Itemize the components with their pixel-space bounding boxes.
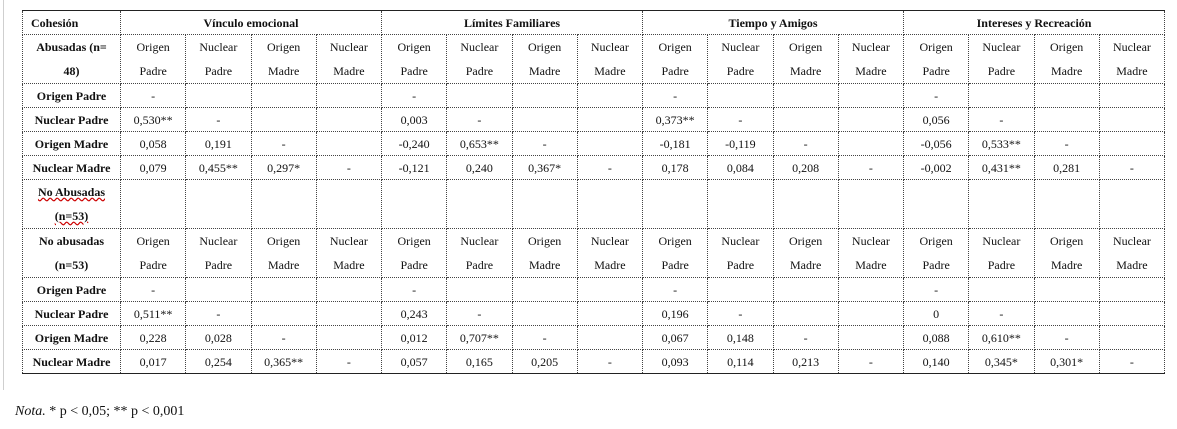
empty-cell xyxy=(316,180,381,229)
table-cell: - xyxy=(447,108,512,132)
group-header: Intereses y Recreación xyxy=(904,11,1165,35)
column-header xyxy=(904,35,969,84)
table-cell: - xyxy=(251,326,316,350)
column-header-line: Madre xyxy=(855,258,887,272)
table-cell: 0,093 xyxy=(643,350,708,374)
row-label: Nuclear Madre xyxy=(23,350,121,374)
column-header-line: Madre xyxy=(1116,64,1148,78)
column-header xyxy=(577,229,642,278)
table-cell xyxy=(316,278,381,302)
column-header-line: Origen xyxy=(1049,40,1084,54)
row-label: Nuclear Madre xyxy=(23,156,121,180)
column-header xyxy=(773,229,838,278)
group-header: Tiempo y Amigos xyxy=(643,11,904,35)
column-header-line: Nuclear xyxy=(199,234,238,248)
table-cell: 0,345* xyxy=(969,350,1034,374)
empty-cell xyxy=(969,180,1034,229)
table-cell: - xyxy=(121,278,186,302)
column-header xyxy=(577,35,642,84)
column-header-line: Origen xyxy=(527,234,562,248)
table-cell: -0,119 xyxy=(708,132,773,156)
column-header xyxy=(1099,229,1164,278)
table-cell: -0,181 xyxy=(643,132,708,156)
table-cell: - xyxy=(316,350,381,374)
table-cell xyxy=(773,302,838,326)
column-header xyxy=(904,229,969,278)
empty-cell xyxy=(1099,180,1164,229)
column-header-line: Padre xyxy=(465,258,494,272)
table-cell xyxy=(316,108,381,132)
row-label: Nuclear Padre xyxy=(23,108,121,132)
table-cell xyxy=(708,278,773,302)
table-cell: 0,297* xyxy=(251,156,316,180)
empty-cell xyxy=(382,180,447,229)
table-cell: 0,455** xyxy=(186,156,251,180)
table-cell: 0,208 xyxy=(773,156,838,180)
table-cell: 0,067 xyxy=(643,326,708,350)
table-cell: 0,012 xyxy=(382,326,447,350)
table-cell xyxy=(838,302,903,326)
table-cell xyxy=(251,278,316,302)
corner-label: Cohesión xyxy=(23,11,121,35)
column-header-line: Padre xyxy=(987,64,1016,78)
column-header-line: Origen xyxy=(527,40,562,54)
column-header-line: Nuclear xyxy=(590,40,629,54)
column-header-line: Origen xyxy=(658,40,692,54)
column-header-line: Madre xyxy=(855,64,887,78)
no-abused-section-label xyxy=(23,180,121,229)
table-cell xyxy=(1099,132,1164,156)
table-cell: - xyxy=(382,278,447,302)
table-cell: 0,301* xyxy=(1034,350,1099,374)
correlation-table xyxy=(22,10,1165,374)
column-header-line: Padre xyxy=(726,258,755,272)
table-cell: 0,228 xyxy=(121,326,186,350)
table-cell: 0,057 xyxy=(382,350,447,374)
column-header xyxy=(643,35,708,84)
table-cell xyxy=(512,108,577,132)
column-header-line: Madre xyxy=(528,64,561,78)
table-cell: 0,213 xyxy=(773,350,838,374)
table-note xyxy=(15,404,184,420)
table-cell xyxy=(447,84,512,108)
table-cell xyxy=(186,84,251,108)
table-cell xyxy=(251,84,316,108)
column-header-line: Madre xyxy=(267,64,300,78)
table-cell xyxy=(1099,108,1164,132)
empty-cell xyxy=(708,180,773,229)
empty-cell xyxy=(447,180,512,229)
table-cell xyxy=(708,84,773,108)
column-header xyxy=(969,35,1034,84)
column-header xyxy=(1099,35,1164,84)
column-header xyxy=(186,229,251,278)
column-header-line: Madre xyxy=(1050,64,1083,78)
empty-cell xyxy=(1034,180,1099,229)
table-cell: - xyxy=(447,302,512,326)
table-cell xyxy=(773,108,838,132)
table-cell xyxy=(512,84,577,108)
column-header xyxy=(121,229,186,278)
table-cell xyxy=(838,108,903,132)
table-cell xyxy=(838,326,903,350)
table-cell: 0,610** xyxy=(969,326,1034,350)
column-header xyxy=(121,35,186,84)
table-cell: - xyxy=(1099,156,1164,180)
column-header xyxy=(512,229,577,278)
table-cell: 0,178 xyxy=(643,156,708,180)
column-header xyxy=(838,229,903,278)
table-cell xyxy=(316,302,381,326)
column-header-line: Nuclear xyxy=(851,40,890,54)
table-cell: - xyxy=(382,84,447,108)
table-cell: 0,084 xyxy=(708,156,773,180)
frame-border xyxy=(3,0,4,390)
table-cell xyxy=(577,84,642,108)
no-abused-section-line-0: No Abusadas xyxy=(37,185,106,199)
table-cell: 0,367* xyxy=(512,156,577,180)
column-header-line: Padre xyxy=(204,258,233,272)
column-header-line: Madre xyxy=(1050,258,1083,272)
column-header xyxy=(382,35,447,84)
table-cell: 0,205 xyxy=(512,350,577,374)
table-cell: - xyxy=(186,302,251,326)
table-cell: -0,056 xyxy=(904,132,969,156)
table-cell xyxy=(512,278,577,302)
table-cell xyxy=(577,132,642,156)
table-cell: - xyxy=(773,326,838,350)
column-header-line: Nuclear xyxy=(199,40,238,54)
column-header-line: Nuclear xyxy=(721,40,760,54)
column-header-line: Nuclear xyxy=(460,234,499,248)
column-header-line: Padre xyxy=(465,64,494,78)
table-cell: - xyxy=(969,108,1034,132)
table-cell xyxy=(186,278,251,302)
table-cell: - xyxy=(773,132,838,156)
table-cell xyxy=(1034,108,1099,132)
column-header xyxy=(447,35,512,84)
table-cell: - xyxy=(838,350,903,374)
table-cell: 0,196 xyxy=(643,302,708,326)
table-cell xyxy=(577,326,642,350)
table-cell xyxy=(838,84,903,108)
table-cell: - xyxy=(904,278,969,302)
no-abused-group-label xyxy=(23,229,121,278)
no-abused-group-label-line-0: No abusadas xyxy=(38,234,105,248)
table-cell: - xyxy=(643,278,708,302)
table-cell xyxy=(1099,84,1164,108)
table-cell: 0,373** xyxy=(643,108,708,132)
table-cell: 0,281 xyxy=(1034,156,1099,180)
table-cell: 0,254 xyxy=(186,350,251,374)
column-header-line: Padre xyxy=(661,258,689,272)
table-cell: 0,058 xyxy=(121,132,186,156)
column-header-line: Padre xyxy=(922,64,950,78)
table-cell: - xyxy=(708,108,773,132)
table-cell: - xyxy=(577,156,642,180)
table-cell: - xyxy=(186,108,251,132)
table-cell: -0,240 xyxy=(382,132,447,156)
column-header-line: Origen xyxy=(136,234,170,248)
note-text: * p < 0,05; ** p < 0,001 xyxy=(45,404,185,419)
column-header xyxy=(1034,229,1099,278)
empty-cell xyxy=(838,180,903,229)
table-cell: - xyxy=(251,132,316,156)
table-cell: 0,431** xyxy=(969,156,1034,180)
table-cell xyxy=(577,108,642,132)
column-header xyxy=(773,35,838,84)
table-cell: - xyxy=(1034,326,1099,350)
column-header-line: Nuclear xyxy=(982,234,1021,248)
table-cell: - xyxy=(708,302,773,326)
row-label: Origen Madre xyxy=(23,326,121,350)
column-header-line: Origen xyxy=(788,40,823,54)
note-label: Nota. xyxy=(15,404,46,419)
column-header-line: Padre xyxy=(139,64,167,78)
column-header-line: Origen xyxy=(788,234,823,248)
table-cell xyxy=(1099,278,1164,302)
column-header-line: Origen xyxy=(919,40,953,54)
table-cell: 0,003 xyxy=(382,108,447,132)
column-header-line: Padre xyxy=(922,258,950,272)
empty-cell xyxy=(121,180,186,229)
table-cell: 0,533** xyxy=(969,132,1034,156)
table-cell xyxy=(1034,84,1099,108)
column-header xyxy=(447,229,512,278)
empty-cell xyxy=(251,180,316,229)
column-header-line: Padre xyxy=(400,64,428,78)
column-header xyxy=(251,35,316,84)
table-cell xyxy=(969,278,1034,302)
column-header-line: Nuclear xyxy=(1112,40,1151,54)
table-cell: 0,028 xyxy=(186,326,251,350)
column-header-line: Nuclear xyxy=(329,40,368,54)
row-label: Origen Padre xyxy=(23,278,121,302)
empty-cell xyxy=(512,180,577,229)
abused-group-label-line-1: 48) xyxy=(63,64,80,78)
table-cell xyxy=(1099,302,1164,326)
table-cell: 0,653** xyxy=(447,132,512,156)
column-header xyxy=(186,35,251,84)
column-header xyxy=(708,229,773,278)
row-label: Origen Padre xyxy=(23,84,121,108)
table-cell xyxy=(447,278,512,302)
column-header-line: Nuclear xyxy=(590,234,629,248)
column-header-line: Nuclear xyxy=(721,234,760,248)
column-header-line: Nuclear xyxy=(1112,234,1151,248)
column-header-line: Padre xyxy=(987,258,1016,272)
column-header-line: Padre xyxy=(400,258,428,272)
column-header-line: Nuclear xyxy=(460,40,499,54)
abused-group-label-line-0: Abusadas (n= xyxy=(36,40,107,54)
table-cell: - xyxy=(512,326,577,350)
column-header-line: Padre xyxy=(139,258,167,272)
column-header-line: Padre xyxy=(726,64,755,78)
table-cell: - xyxy=(577,350,642,374)
table-cell: - xyxy=(121,84,186,108)
table-cell: 0,707** xyxy=(447,326,512,350)
table-cell xyxy=(1099,326,1164,350)
column-header-line: Origen xyxy=(266,234,301,248)
empty-cell xyxy=(904,180,969,229)
table-cell: - xyxy=(512,132,577,156)
column-header-line: Madre xyxy=(594,64,626,78)
table-cell: 0,056 xyxy=(904,108,969,132)
column-header-line: Nuclear xyxy=(851,234,890,248)
column-header xyxy=(838,35,903,84)
table-cell: 0,191 xyxy=(186,132,251,156)
table-cell xyxy=(1034,278,1099,302)
table-cell: 0,165 xyxy=(447,350,512,374)
table-cell: 0,240 xyxy=(447,156,512,180)
table-cell: 0,088 xyxy=(904,326,969,350)
table-cell: 0,243 xyxy=(382,302,447,326)
table-cell: -0,121 xyxy=(382,156,447,180)
table-cell: - xyxy=(969,302,1034,326)
abused-group-label xyxy=(23,35,121,84)
table-cell xyxy=(773,84,838,108)
table-cell xyxy=(969,84,1034,108)
table-cell xyxy=(838,132,903,156)
table-cell xyxy=(1034,302,1099,326)
table-cell xyxy=(251,108,316,132)
column-header xyxy=(316,229,381,278)
table-cell: 0 xyxy=(904,302,969,326)
table-cell xyxy=(773,278,838,302)
column-header xyxy=(969,229,1034,278)
table-cell xyxy=(577,278,642,302)
column-header-line: Madre xyxy=(594,258,626,272)
table-cell: 0,365** xyxy=(251,350,316,374)
column-header-line: Padre xyxy=(204,64,233,78)
column-header-line: Origen xyxy=(1049,234,1084,248)
group-header: Límites Familiares xyxy=(382,11,643,35)
table-cell: - xyxy=(904,84,969,108)
column-header-line: Nuclear xyxy=(982,40,1021,54)
column-header-line: Madre xyxy=(333,64,365,78)
table-cell: 0,148 xyxy=(708,326,773,350)
empty-cell xyxy=(773,180,838,229)
no-abused-section-line-1: (n=53) xyxy=(54,209,89,223)
column-header-line: Madre xyxy=(789,258,822,272)
column-header-line: Nuclear xyxy=(329,234,368,248)
empty-cell xyxy=(186,180,251,229)
column-header-line: Origen xyxy=(919,234,953,248)
column-header-line: Madre xyxy=(267,258,300,272)
row-label: Origen Madre xyxy=(23,132,121,156)
empty-cell xyxy=(577,180,642,229)
column-header-line: Origen xyxy=(658,234,692,248)
table-cell: 0,079 xyxy=(121,156,186,180)
column-header-line: Madre xyxy=(333,258,365,272)
table-cell xyxy=(316,326,381,350)
table-cell: 0,140 xyxy=(904,350,969,374)
table-cell xyxy=(251,302,316,326)
table-cell: 0,114 xyxy=(708,350,773,374)
column-header-line: Origen xyxy=(397,40,431,54)
column-header-line: Madre xyxy=(1116,258,1148,272)
column-header-line: Origen xyxy=(397,234,431,248)
column-header-line: Origen xyxy=(136,40,170,54)
column-header xyxy=(708,35,773,84)
table-cell: - xyxy=(643,84,708,108)
table-cell: - xyxy=(316,156,381,180)
table-cell: - xyxy=(838,156,903,180)
column-header xyxy=(382,229,447,278)
empty-cell xyxy=(643,180,708,229)
table-cell: - xyxy=(1099,350,1164,374)
table-cell xyxy=(316,132,381,156)
column-header xyxy=(512,35,577,84)
table-cell: 0,530** xyxy=(121,108,186,132)
no-abused-group-label-line-1: (n=53) xyxy=(54,258,89,272)
table-cell xyxy=(512,302,577,326)
column-header xyxy=(316,35,381,84)
column-header xyxy=(1034,35,1099,84)
table-cell: - xyxy=(1034,132,1099,156)
table-cell xyxy=(577,302,642,326)
table-cell: -0,002 xyxy=(904,156,969,180)
group-header: Vínculo emocional xyxy=(121,11,382,35)
column-header xyxy=(643,229,708,278)
table-cell: 0,017 xyxy=(121,350,186,374)
table-cell xyxy=(316,84,381,108)
row-label: Nuclear Padre xyxy=(23,302,121,326)
column-header-line: Madre xyxy=(789,64,822,78)
column-header-line: Origen xyxy=(266,40,301,54)
column-header-line: Padre xyxy=(661,64,689,78)
table-cell xyxy=(838,278,903,302)
column-header-line: Madre xyxy=(528,258,561,272)
column-header xyxy=(251,229,316,278)
table-cell: 0,511** xyxy=(121,302,186,326)
